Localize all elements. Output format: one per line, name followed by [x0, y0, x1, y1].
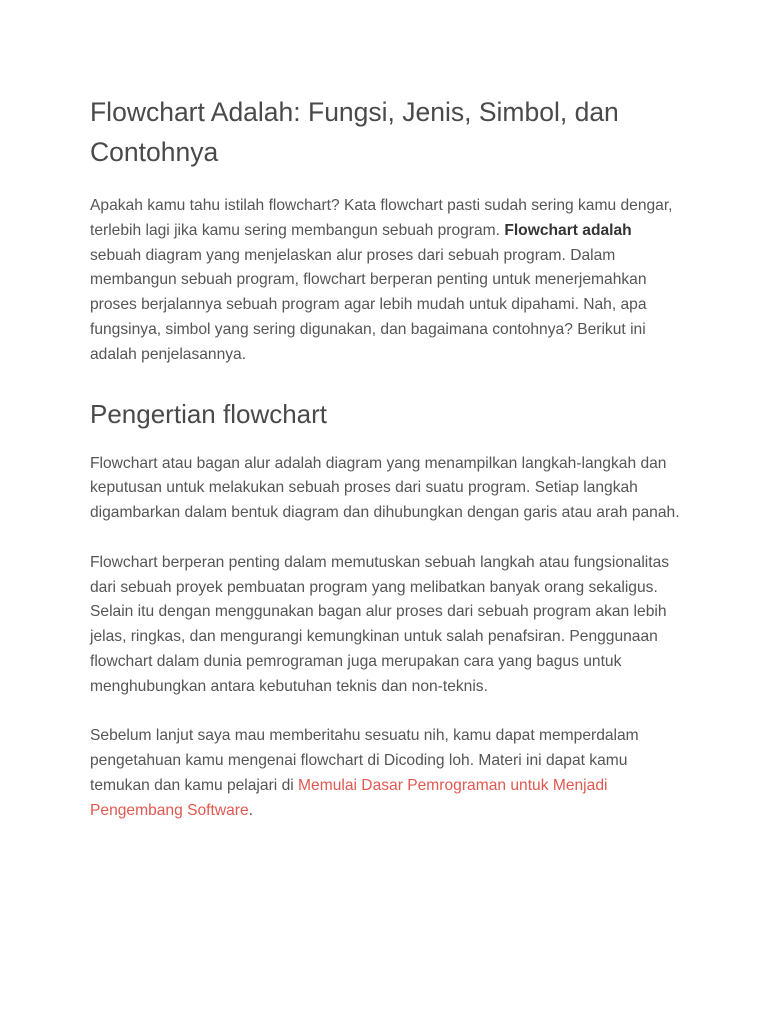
- intro-text-before: Apakah kamu tahu istilah flowchart? Kata flowchart pasti sudah sering kamu dengar, terlebih lagi jika kamu sering membangun sebuah program.: [90, 197, 673, 239]
- article-title: Flowchart Adalah: Fungsi, Jenis, Simbol, dan Contohnya: [90, 97, 619, 167]
- paragraph-importance: Flowchart berperan penting dalam memutuskan sebuah langkah atau fungsionalitas dari sebuah proyek pembuatan program yang melibatkan banyak orang sekaligus. Selain itu dengan menggunakan bagan alur proses dari sebuah program akan lebih jelas, ringkas, dan mengurangi kemungkinan untuk salah penafsiran. Penggunaan flowchart dalam dunia pemrograman juga merupakan cara yang bagus untuk menghubungkan antara kebutuhan teknis dan non-teknis.: [90, 553, 670, 695]
- dicoding-text-before: Sebelum lanjut saya mau memberitahu sesuatu nih, kamu dapat memperdalam pengetahuan kamu mengenai flowchart di Dicoding loh. Materi ini dapat kamu temukan dan kamu pelajari di: [90, 727, 639, 794]
- paragraph-dicoding: [90, 724, 680, 823]
- intro-text-after: sebuah diagram yang menjelaskan alur proses dari sebuah program. Dalam membangun sebuah program, flowchart berperan penting untuk menerjemahkan proses berjalannya sebuah program agar lebih mudah untuk dipahami. Nah, apa fungsinya, simbol yang sering digunakan, dan bagaimana contohnya? Berikut ini adalah penjelasannya.: [90, 246, 647, 363]
- intro-paragraph: [90, 194, 680, 368]
- article: [90, 92, 680, 848]
- intro-bold-term: Flowchart adalah: [504, 221, 632, 239]
- paragraph-definition: Flowchart atau bagan alur adalah diagram yang menampilkan langkah-langkah dan keputusan untuk melakukan sebuah proses dari suatu program. Setiap langkah digambarkan dalam bentuk diagram dan dihubungkan dengan garis atau arah panah.: [90, 454, 680, 522]
- dicoding-text-after: .: [248, 801, 253, 819]
- section-heading: Pengertian flowchart: [90, 398, 328, 429]
- course-link[interactable]: Memulai Dasar Pemrograman untuk Menjadi Pengembang Software: [90, 776, 608, 819]
